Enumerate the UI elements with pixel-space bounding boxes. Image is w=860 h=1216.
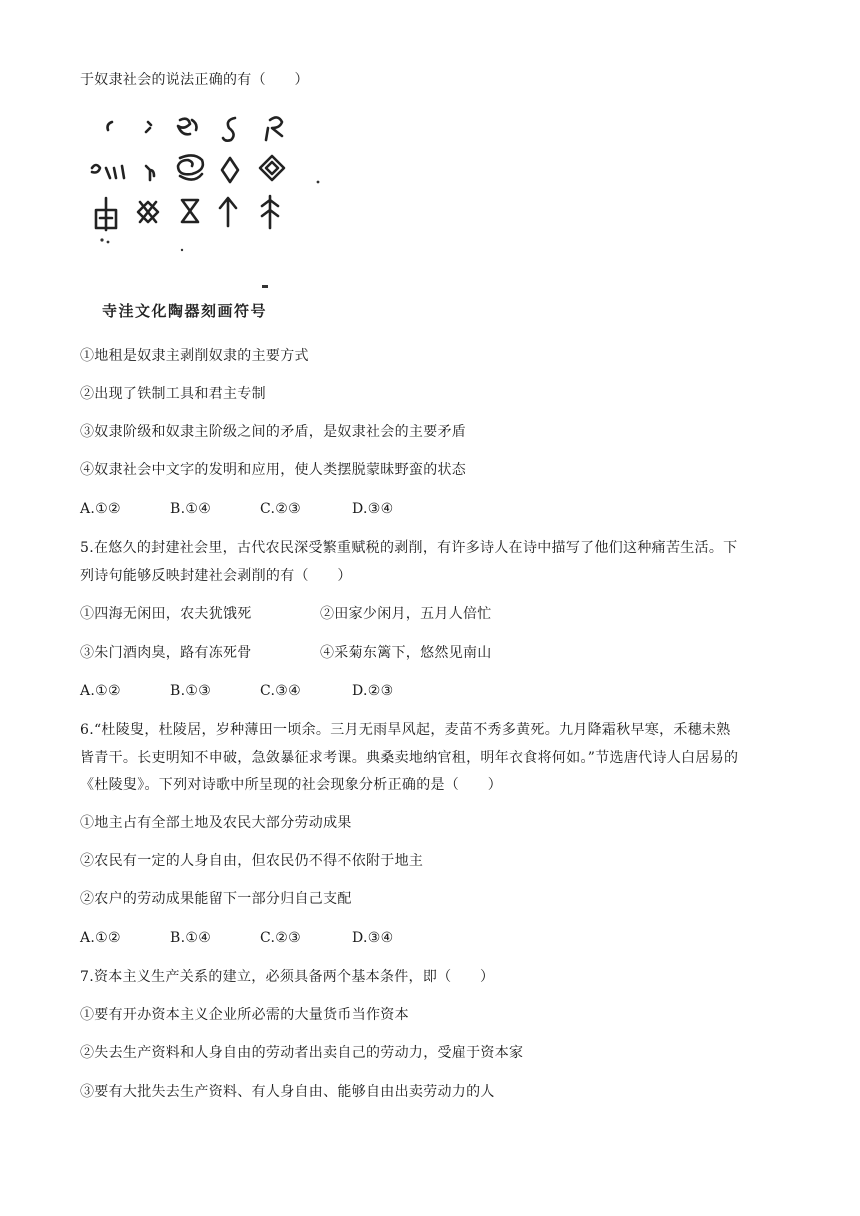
q4-item-2: ②出现了铁制工具和君主专制	[80, 386, 266, 402]
q5-items-row1	[80, 604, 492, 624]
q5-stem-line2: 列诗句能够反映封建社会剥削的有（ ）	[80, 568, 352, 584]
q6-option-c: C.②③	[260, 930, 301, 946]
q6-item-1: ①地主占有全部土地及农民大部分劳动成果	[80, 815, 352, 831]
q5-item-3: ③朱门酒肉臭，路有冻死骨	[80, 645, 252, 661]
q5-options	[80, 681, 393, 701]
q4-item-1: ①地租是奴隶主剥削奴隶的主要方式	[80, 348, 309, 364]
q6-stem-line1: 6.“杜陵叟，杜陵居，岁种薄田一顷余。三月无雨旱风起，麦苗不秀多黄死。九月降霜秋早寒，禾穗未熟	[80, 722, 731, 738]
q5-item-2: ②田家少闲月，五月人倍忙	[320, 606, 492, 622]
pottery-symbols-figure	[80, 110, 340, 325]
q6-stem-line2: 皆青干。长吏明知不申破，急敛暴征求考课。典桑卖地纳官租，明年衣食将何如。”节选唐代诗人白居易的	[80, 750, 739, 766]
q4-stem-tail: 于奴隶社会的说法正确的有（ ）	[80, 72, 309, 88]
q6-options	[80, 928, 393, 948]
q6-stem-line3: 《杜陵叟》。下列对诗歌中所呈现的社会现象分析正确的是（ ）	[80, 777, 502, 793]
q4-options	[80, 499, 393, 519]
q5-option-a: A.①②	[80, 683, 121, 699]
q4-item-4: ④奴隶社会中文字的发明和应用，使人类摆脱蒙昧野蛮的状态	[80, 462, 467, 478]
q5-item-1: ①四海无闲田，农夫犹饿死	[80, 606, 252, 622]
q5-option-b: B.①③	[170, 683, 212, 699]
q4-option-c: C.②③	[260, 501, 301, 517]
q4-option-d: D.③④	[352, 501, 394, 517]
q7-item-2: ②失去生产资料和人身自由的劳动者出卖自己的劳动力，受雇于资本家	[80, 1045, 524, 1061]
q7-item-3: ③要有大批失去生产资料、有人身自由、能够自由出卖劳动力的人	[80, 1084, 495, 1100]
q4-option-b: B.①④	[170, 501, 212, 517]
q5-option-d: D.②③	[352, 683, 394, 699]
q5-items-row2	[80, 643, 492, 663]
q5-item-4: ④采菊东篱下，悠然见南山	[320, 645, 492, 661]
q6-option-d: D.③④	[352, 930, 394, 946]
q5-stem-line1: 5.在悠久的封建社会里，古代农民深受繁重赋税的剥削，有许多诗人在诗中描写了他们这种痛苦生活。下	[80, 540, 738, 556]
q4-option-a: A.①②	[80, 501, 121, 517]
q7-stem: 7.资本主义生产关系的建立，必须具备两个基本条件，即（ ）	[80, 969, 495, 985]
q6-option-b: B.①④	[170, 930, 212, 946]
q6-option-a: A.①②	[80, 930, 121, 946]
q6-item-3: ②农户的劳动成果能留下一部分归自己支配	[80, 891, 352, 907]
q7-item-1: ①要有开办资本主义企业所必需的大量货币当作资本	[80, 1007, 409, 1023]
figure-caption: 寺洼文化陶器刻画符号	[102, 302, 268, 320]
q6-item-2: ②农民有一定的人身自由，但农民仍不得不依附于地主	[80, 853, 424, 869]
q4-item-3: ③奴隶阶级和奴隶主阶级之间的矛盾，是奴隶社会的主要矛盾	[80, 424, 467, 440]
pottery-symbols-image	[80, 110, 340, 300]
q5-option-c: C.③④	[260, 683, 301, 699]
